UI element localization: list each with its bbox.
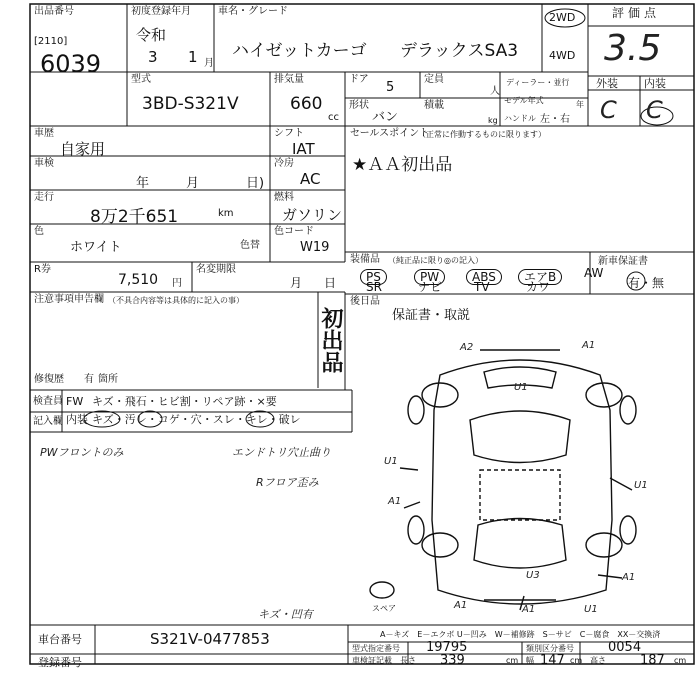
inspector-label-2: 記入欄	[33, 416, 63, 427]
mark-rear-floor: U3	[526, 570, 540, 581]
model-label: 型式	[131, 74, 151, 85]
shift-label: シフト	[274, 128, 304, 139]
car-grade: デラックスSA3	[400, 41, 519, 61]
inspection-day: 日)	[246, 176, 265, 191]
lot-label: 出品番号	[34, 6, 74, 17]
dims-height: 187	[640, 653, 665, 668]
model-year-label: モデル年式	[504, 96, 544, 105]
color-code: W19	[300, 240, 330, 255]
spare-label: スペア	[372, 604, 396, 613]
dealer-label: ディーラー・並行	[506, 78, 570, 87]
first-reg-month-unit: 月	[204, 58, 214, 69]
history-value: 自家用	[60, 140, 106, 158]
type-designation-label: 型式指定番号	[352, 644, 400, 653]
dims-width-label: 幅	[526, 656, 534, 665]
dims-length: 339	[440, 653, 465, 668]
model-year-unit: 年	[576, 100, 584, 109]
capacity-unit: 人	[490, 86, 500, 97]
drive-2wd: 2WD	[549, 11, 576, 24]
mark-right-side: U1	[634, 480, 648, 491]
car-name: ハイゼットカーゴ	[232, 41, 367, 61]
inspector-row1: キズ・飛石・ヒビ割・リペア跡・×要	[92, 395, 277, 408]
class-no-value: 0054	[608, 640, 642, 655]
repair-value: 有	[84, 374, 94, 385]
mileage-value: 8万2千651	[90, 207, 179, 227]
exterior-value: C	[600, 96, 617, 124]
recycle-unit: 円	[172, 278, 182, 289]
mark-front-left: A2	[460, 342, 474, 353]
equip-tv: TV	[474, 280, 490, 294]
sales-point-note: （正常に作動するものに限ります）	[418, 130, 546, 139]
history-label: 車歴	[34, 128, 54, 139]
model-value: 3BD-S321V	[142, 94, 239, 114]
lot-number: 6039	[40, 50, 102, 78]
score-label: 評価点	[612, 6, 661, 20]
inspector-row2: キズ・汚レ・コゲ・穴・スレ・キレ・破レ	[92, 413, 301, 426]
mark-rear-corner: U1	[584, 604, 598, 615]
doors-label: ドア	[349, 74, 369, 85]
repair-label: 修復歴	[34, 374, 64, 385]
shift-value: IAT	[292, 140, 315, 158]
fuel-label: 燃料	[274, 192, 294, 203]
handle-value: 左・右	[540, 114, 570, 125]
dims-label: 車検証記載	[352, 656, 392, 665]
load-unit: kg	[488, 116, 498, 125]
warranty-label: 新車保証書	[598, 256, 648, 267]
equip-abs: ABS	[466, 266, 502, 285]
dims-length-label: 長さ	[400, 656, 416, 665]
score-value: 3.5	[604, 28, 662, 69]
mark-left-rear: A1	[388, 496, 402, 507]
body-shape-value: バン	[372, 110, 399, 125]
warranty-value: 有・無	[628, 276, 665, 290]
capacity-label: 定員	[424, 74, 444, 85]
dims-height-label: 高さ	[590, 656, 606, 665]
equip-leather: カワ	[526, 280, 551, 294]
mark-rear-right: A1	[622, 572, 636, 583]
first-reg-era: 令和	[136, 26, 167, 44]
equip-sr: SR	[366, 280, 382, 294]
doors-value: 5	[386, 80, 395, 95]
color-label: 色	[34, 226, 44, 237]
displacement-label: 排気量	[274, 74, 304, 85]
color-code-label: 色コード	[274, 226, 314, 237]
notes-sub: （不具合内容等は具体的に記入の事）	[108, 296, 244, 305]
mark-rear-bumper: A1	[522, 604, 536, 615]
mark-left-door: U1	[384, 456, 398, 467]
dims-unit-2: cm	[570, 656, 583, 665]
interior-value: C	[646, 96, 663, 124]
equip-airbag: エアB	[518, 266, 562, 285]
dims-unit-3: cm	[674, 656, 687, 665]
equipment-label: 装備品	[350, 254, 380, 265]
aircon-label: 冷房	[274, 158, 294, 169]
fuel-value: ガソリン	[282, 206, 343, 224]
repair-unit: 箇所	[98, 374, 118, 385]
mark-rear-left: A1	[454, 600, 468, 611]
equipment-note: （純正品に限り◎の記入）	[388, 256, 483, 265]
docs-label: 後日品	[350, 296, 380, 307]
first-reg-year: 3	[148, 48, 158, 66]
aircon-value: AC	[300, 170, 321, 188]
inspection-label: 車検	[34, 158, 54, 169]
hand-note-1: PWフロントのみ	[40, 446, 124, 459]
inspector-row2-label: 内装	[66, 413, 88, 426]
inspector-label-1: 検査員	[33, 396, 63, 407]
reg-no-label: 登録番号	[38, 656, 82, 669]
hand-note-4: キズ・凹有	[258, 608, 313, 621]
load-label: 積載	[424, 100, 444, 111]
class-no-label: 類別区分番号	[526, 644, 574, 653]
inspector-row1-label: FW	[66, 395, 84, 408]
mark-hood: U1	[514, 382, 528, 393]
car-diagram	[370, 350, 636, 610]
chassis-value: S321V-0477853	[150, 630, 270, 648]
body-shape-label: 形状	[349, 100, 369, 111]
hand-note-3: Rフロア歪み	[256, 476, 319, 489]
sales-point-label: セールスポイント	[350, 128, 430, 139]
recycle-label: R券	[34, 264, 51, 275]
name-change-label: 名変期限	[196, 264, 236, 275]
recycle-value: 7,510	[118, 272, 159, 288]
mileage-label: 走行	[34, 192, 54, 203]
first-reg-label: 初度登録年月	[131, 6, 191, 17]
damage-legend: A－キズ E－エクボ U－凹み W－補修跡 S－サビ C－腐食 XX－交換済	[380, 630, 661, 639]
equip-aw: AW	[584, 266, 604, 280]
displacement-unit: cc	[328, 112, 339, 123]
notes-label: 注意事項申告欄	[34, 294, 104, 305]
handle-label: ハンドル	[504, 114, 536, 123]
equip-ps: PS	[360, 266, 387, 285]
inspection-month: 月	[186, 176, 200, 191]
mileage-unit: km	[218, 208, 234, 219]
exterior-label: 外装	[596, 77, 618, 90]
sales-point-value: ★ＡＡ初出品	[352, 155, 453, 175]
hand-note-2: エンドトリ穴止曲り	[232, 446, 331, 459]
dims-unit-1: cm	[506, 656, 519, 665]
dims-width: 147	[540, 653, 565, 668]
equip-navi: ナビ	[418, 280, 443, 294]
name-change-day: 日	[324, 276, 337, 290]
docs-value: 保証書・取説	[392, 308, 471, 323]
color-change-label: 色替	[240, 240, 260, 251]
chassis-label: 車台番号	[38, 633, 82, 646]
drive-4wd: 4WD	[549, 49, 576, 62]
mark-front-right: A1	[582, 340, 596, 351]
inspection-year: 年	[136, 176, 150, 191]
interior-label: 内装	[644, 77, 666, 90]
name-change-month: 月	[290, 276, 303, 290]
type-designation-value: 19795	[426, 640, 468, 655]
displacement-value: 660	[290, 94, 323, 114]
first-reg-month: 1	[188, 48, 198, 66]
color-value: ホワイト	[70, 240, 122, 255]
car-name-label: 車名・グレード	[218, 6, 288, 17]
first-listing-stamp: 初出品	[318, 307, 343, 373]
lot-sub: [2110]	[34, 36, 68, 47]
equip-pw: PW	[414, 266, 445, 285]
